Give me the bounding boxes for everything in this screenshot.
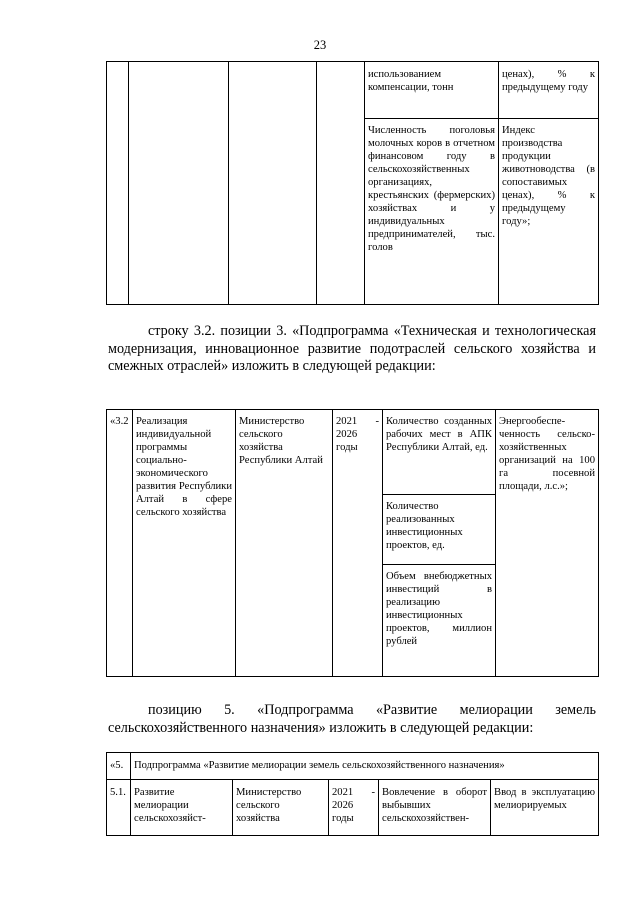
indicator-cell: Численность поголовья молочных коров в отчетном финансовом году в сельскохозяйственных организациях, крестьянских (фермерских) хозяйствах и у индивидуальных предпринимателей, тыс. голов xyxy=(365,119,499,305)
indicator-cell: Объем внебюджетных инвестиций в реализацию инвестиционных проектов, миллион рублей xyxy=(383,565,496,677)
years: 2021 - 2026 годы xyxy=(329,780,379,836)
table-position-5 xyxy=(106,752,599,836)
result-cell: Ввод в эксплуатацию мелиорируемых xyxy=(491,780,599,836)
amendment-paragraph-1: строку 3.2. позиции 3. «Подпрограмма «Техническая и технологическая модернизация, инновационное развитие подотраслей сельского хозяйства и смежных отраслей» изложить в следующей редакции: xyxy=(108,323,596,374)
empty-cell xyxy=(107,62,129,305)
result-cell: Энергообеспе-ченность сельско-хозяйственных организаций на 100 га посевной площади, л.с.»; xyxy=(496,410,599,677)
row-number: «3.2 xyxy=(107,410,133,677)
executor: Министерство сельского хозяйства Республики Алтай xyxy=(236,410,333,677)
empty-cell xyxy=(229,62,317,305)
page-number: 23 xyxy=(313,38,327,52)
result-cell: ценах), % к предыдущему году xyxy=(499,62,599,119)
event-name: Реализация индивидуальной программы социально-экономического развития Республики Алтай в сфере сельского хозяйства xyxy=(133,410,236,677)
empty-cell xyxy=(317,62,365,305)
row-number: 5.1. xyxy=(107,780,131,836)
indicator-cell: Вовлечение в оборот выбывших сельскохозяйствен- xyxy=(379,780,491,836)
indicator-cell: Количество созданных рабочих мест в АПК Республики Алтай, ед. xyxy=(383,410,496,495)
result-cell: Индекс производства продукции животноводства (в сопоставимых ценах), % к предыдущему году»; xyxy=(499,119,599,305)
table-continuation xyxy=(106,61,599,305)
subprogram-title: Подпрограмма «Развитие мелиорации земель сельскохозяйственного назначения» xyxy=(131,753,599,780)
indicator-cell: использованием компенсации, тонн xyxy=(365,62,499,119)
row-number: «5. xyxy=(107,753,131,780)
executor: Министерство сельского хозяйства xyxy=(233,780,329,836)
empty-cell xyxy=(129,62,229,305)
years: 2021 - 2026 годы xyxy=(333,410,383,677)
event-name: Развитие мелиорации сельскохозяйст- xyxy=(131,780,233,836)
amendment-paragraph-2: позицию 5. «Подпрограмма «Развитие мелиорации земель сельскохозяйственного назначения» изложить в следующей редакции: xyxy=(108,702,596,736)
table-row-3-2 xyxy=(106,409,599,677)
indicator-cell: Количество реализованных инвестиционных проектов, ед. xyxy=(383,495,496,565)
